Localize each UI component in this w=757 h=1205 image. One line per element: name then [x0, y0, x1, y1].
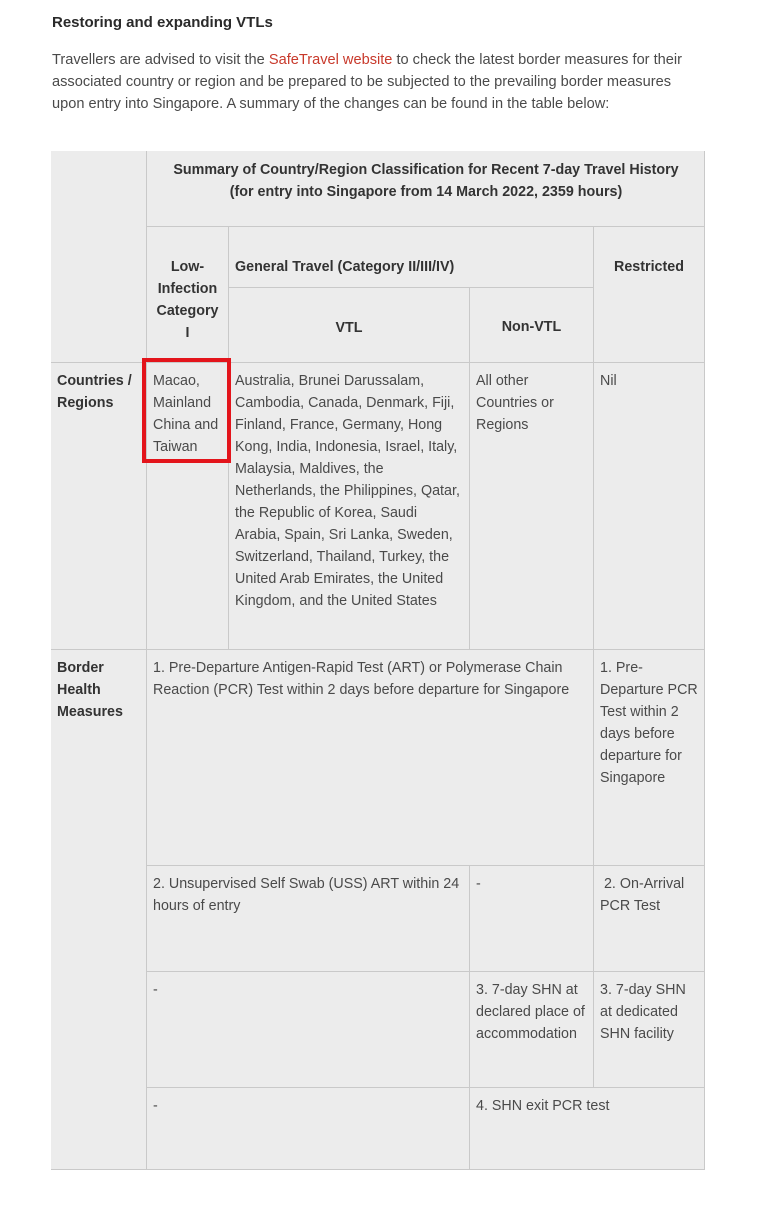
grid-line — [593, 226, 594, 649]
grid-line — [146, 1087, 705, 1088]
measure-2-restricted: 2. On-Arrival PCR Test — [600, 876, 689, 914]
grid-line — [146, 865, 705, 866]
row-header-border-measures: Border Health Measures — [57, 660, 123, 720]
header-general-travel: General Travel (Category II/III/IV) — [235, 259, 455, 275]
measure-3-restricted: 3. 7-day SHN at dedicated SHN facility — [600, 982, 686, 1042]
grid-line — [146, 971, 705, 972]
section-heading: Restoring and expanding VTLs — [52, 14, 273, 31]
row-header-countries: Countries / Regions — [57, 373, 132, 411]
header-restricted: Restricted — [614, 259, 684, 275]
vtl-countries: Australia, Brunei Darussalam, Cambodia, Canada, Denmark, Fiji, Finland, France, Germany, Hong Kong, India, Indonesia, Israel, Italy, Malaysia, Maldives, the Netherlands, the Philippines, Qatar, the Republic of Korea, Saudi Arabia, Spain, Sri Lanka, Sweden, Switzerland, Thailand, Turkey, the United Arab Emirates, the United Kingdom, and the United States — [235, 373, 460, 609]
measure-2-non-vtl: - — [476, 876, 481, 892]
measure-2-general: 2. Unsupervised Self Swab (USS) ART within 24 hours of entry — [153, 876, 460, 914]
intro-text-before: Travellers are advised to visit the — [52, 52, 269, 68]
header-vtl: VTL — [335, 320, 363, 336]
measure-4-non-vtl-restricted: 4. SHN exit PCR test — [476, 1098, 610, 1114]
intro-paragraph — [52, 49, 702, 115]
grid-line — [704, 151, 705, 1170]
table-title-line2: (for entry into Singapore from 14 March 2022, 2359 hours) — [229, 184, 623, 200]
grid-line — [51, 649, 705, 650]
header-low-infection: Low-Infection Category I — [156, 259, 219, 341]
measure-4-general: - — [153, 1098, 158, 1114]
measure-1-restricted: 1. Pre-Departure PCR Test within 2 days before departure for Singapore — [600, 660, 698, 786]
low-infection-countries: Macao, Mainland China and Taiwan — [153, 373, 219, 455]
table-title — [147, 153, 705, 209]
measure-1-general: 1. Pre-Departure Antigen-Rapid Test (ART) or Polymerase Chain Reaction (PCR) Test within 2 days before departure for Singapore — [153, 660, 570, 698]
grid-line — [146, 226, 705, 227]
grid-line — [51, 362, 705, 363]
measure-3-general: - — [153, 982, 158, 998]
table-title-line1: Summary of Country/Region Classification for Recent 7-day Travel History — [173, 162, 679, 178]
non-vtl-countries: All other Countries or Regions — [476, 373, 554, 433]
grid-line — [228, 287, 593, 288]
measure-3-non-vtl: 3. 7-day SHN at declared place of accommodation — [476, 982, 585, 1042]
grid-line — [51, 1169, 705, 1170]
header-non-vtl: Non-VTL — [501, 319, 562, 335]
safetravel-link[interactable]: SafeTravel website — [268, 52, 393, 68]
classification-table — [51, 151, 705, 1170]
restricted-countries: Nil — [600, 373, 617, 389]
intro-text-after: to check the latest border measures for their associated country or region and be prepared to be subjected to the prevailing border measures upon entry into Singapore. A summary of the changes can be found in the table below: — [52, 52, 682, 112]
